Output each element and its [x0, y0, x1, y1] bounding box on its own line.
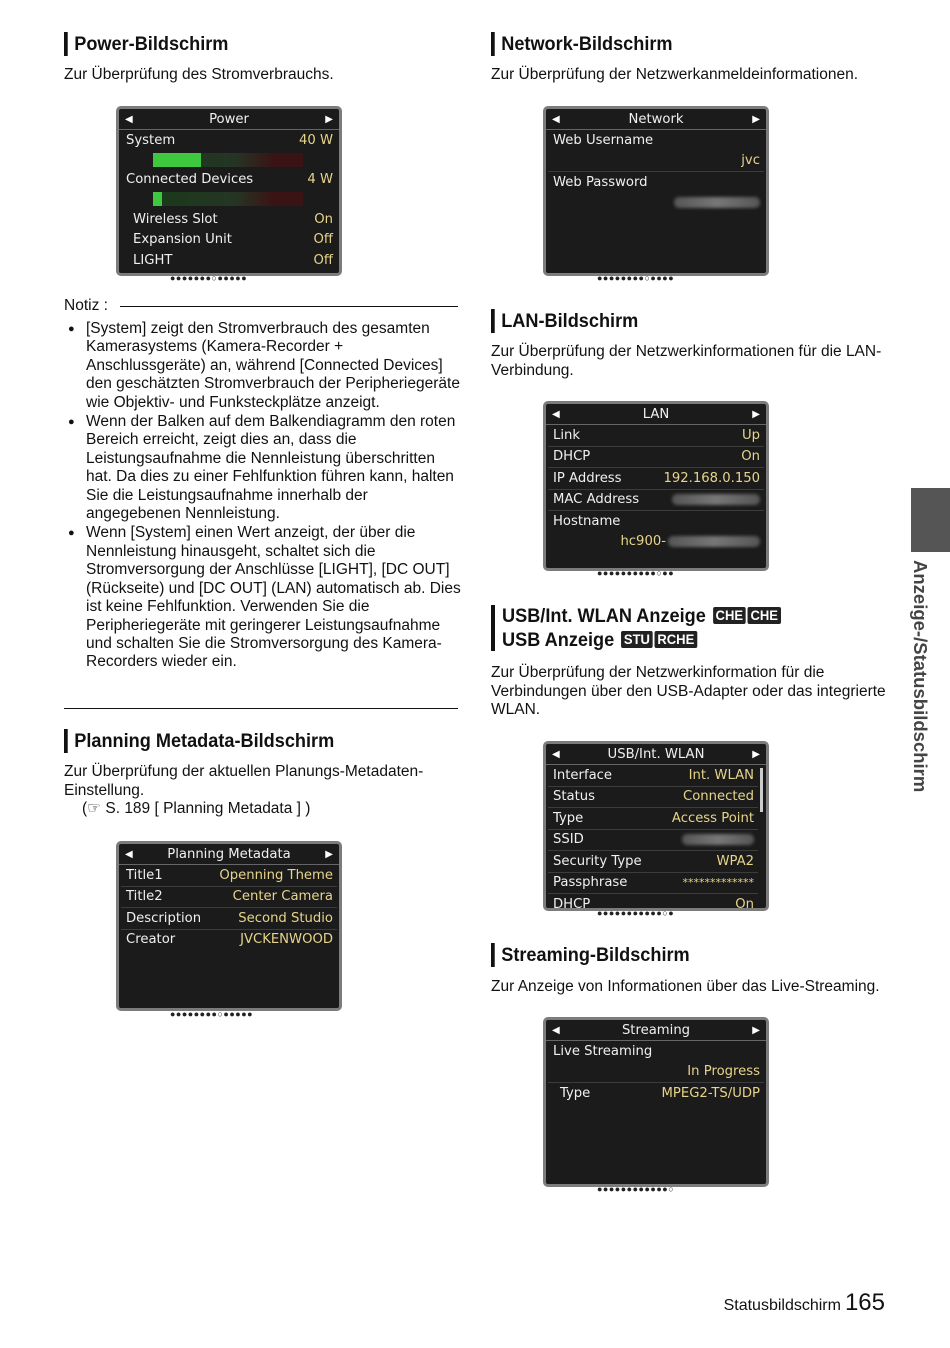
- ip-address-label: IP Address: [553, 470, 622, 486]
- usb-row-label: SSID: [553, 832, 584, 848]
- usb-row-label: DHCP: [553, 896, 591, 911]
- power-screen-title-bar: [119, 109, 339, 130]
- lan-screen-title-bar: [546, 404, 766, 425]
- light-row: [121, 250, 337, 271]
- page-footer: [724, 1289, 885, 1317]
- right-arrow-icon: ▶: [752, 748, 760, 760]
- usb-row: [548, 830, 758, 852]
- expansion-unit-value: Off: [313, 232, 333, 248]
- left-arrow-icon: ◀: [552, 1024, 560, 1036]
- stream-type-label: Type: [560, 1085, 591, 1101]
- planning-row-value: Second Studio: [238, 910, 333, 926]
- link-value: Up: [741, 427, 760, 443]
- connected-devices-row: [121, 170, 337, 191]
- system-power-bar-fill: [153, 153, 201, 167]
- usb-row: [548, 873, 758, 895]
- web-username-row: [548, 130, 764, 151]
- right-arrow-icon: ▶: [752, 408, 760, 420]
- connected-devices-value: 4 W: [307, 172, 333, 188]
- streaming-screen-title: Streaming: [621, 1022, 691, 1038]
- note-item: ● [System] zeigt den Stromverbrauch des gesamten Kamerasystems (Kamera-Recorder + Anschlussgeräte) an, während [Connected Devices] den geschätzten Stromverbrauch der Peripheriegeräte wie Objektiv- und Funksteckplätze anzeigt.: [64, 320, 462, 412]
- left-arrow-icon: ◀: [552, 113, 560, 125]
- connected-power-bar: [153, 192, 303, 206]
- planning-row: [121, 865, 337, 887]
- chapter-tab-label: [903, 560, 943, 820]
- stream-type-value: MPEG2-TS/UDP: [661, 1085, 760, 1101]
- usb-heading: [502, 628, 697, 652]
- live-streaming-value: In Progress: [687, 1064, 760, 1080]
- wireless-slot-label: Wireless Slot: [133, 211, 218, 227]
- usb-row-value: On: [735, 896, 754, 911]
- mac-address-row: [548, 490, 764, 512]
- dhcp-value: On: [741, 449, 760, 465]
- usb-row-label: Status: [553, 789, 596, 805]
- planning-heading: Planning Metadata-Bildschirm: [64, 729, 334, 753]
- model-badge: RCHE: [655, 631, 697, 648]
- usb-row: [548, 851, 758, 873]
- usb-row-value: Access Point: [671, 810, 754, 826]
- streaming-heading: Streaming-Bildschirm: [491, 943, 690, 967]
- planning-row: [121, 887, 337, 909]
- usb-row: [548, 765, 758, 787]
- light-label: LIGHT: [133, 252, 173, 268]
- system-label: System: [126, 132, 176, 148]
- left-arrow-icon: ◀: [552, 408, 560, 420]
- planning-row-value: Openning Theme: [219, 867, 333, 883]
- usb-wlan-heading: [502, 604, 781, 628]
- ip-address-value: 192.168.0.150: [663, 470, 760, 486]
- mac-address-blurred: [672, 494, 760, 505]
- note-item: ● Wenn [System] einen Wert anzeigt, der über die Nennleistung hinausgeht, schaltet sich die Stromversorgung der Anschlüsse [LIGHT], [DC OUT] (Rückseite) und [DC OUT] (LAN) automatisch ab. Dies ist keine Fehlfunktion. Verwenden Sie die Peripheriegeräte mit geringerer Leistungsaufnahme und schalten Sie die Stromversorgung des Kamera-Recorders wieder ein.: [64, 524, 462, 671]
- planning-row: [121, 908, 337, 930]
- usb-heading-text: USB Anzeige: [502, 629, 615, 651]
- usb-wlan-screen: [543, 741, 769, 911]
- lan-page-dots: ●●●●●●●●●●○●●: [597, 568, 675, 578]
- connected-power-bar-fill: [153, 192, 162, 206]
- usb-row-value: Int. WLAN: [688, 767, 754, 783]
- right-arrow-icon: ▶: [325, 848, 333, 860]
- usb-row: [548, 787, 758, 809]
- web-password-blurred: [674, 197, 760, 208]
- network-screen-title-bar: [546, 109, 766, 130]
- web-password-value-row: [548, 193, 764, 214]
- hostname-blurred: [668, 536, 760, 547]
- streaming-screen-title-bar: [546, 1020, 766, 1041]
- planning-row-label: Title2: [126, 889, 163, 905]
- web-password-label: Web Password: [553, 174, 648, 190]
- footer-section-name: Statusbildschirm: [723, 1297, 841, 1314]
- usb-row-value: WPA2: [716, 853, 754, 869]
- lan-heading: LAN-Bildschirm: [491, 309, 638, 333]
- network-screen: [543, 106, 769, 276]
- power-heading: Power-Bildschirm: [64, 32, 228, 56]
- system-row: [121, 130, 337, 151]
- streaming-page-dots: ●●●●●●●●●●●●○: [597, 1184, 675, 1194]
- planning-screen: [116, 841, 342, 1011]
- planning-screen-title: Planning Metadata: [167, 846, 291, 862]
- usb-screen-title-bar: [546, 744, 766, 765]
- web-username-value: jvc: [741, 153, 760, 169]
- right-arrow-icon: ▶: [752, 1024, 760, 1036]
- lan-description: Zur Überprüfung der Netzwerkinformationen für die LAN-Verbindung.: [491, 343, 882, 379]
- usb-row: [548, 808, 758, 830]
- wireless-slot-value: On: [314, 211, 333, 227]
- lan-screen: [543, 401, 769, 571]
- system-value: 40 W: [298, 132, 333, 148]
- page-number: 165: [844, 1289, 885, 1316]
- right-arrow-icon: ▶: [752, 113, 760, 125]
- dhcp-row: [548, 447, 764, 469]
- planning-row-label: Creator: [126, 932, 176, 948]
- note-item: ● Wenn der Balken auf dem Balkendiagramm den roten Bereich erreicht, zeigt dies an, dass die Leistungsaufnahme die Nennleistung überschritten hat. Da dies zu einer Fehlfunktion führen kann, halten Sie die Leistungsaufnahme innerhalb der angegebenen Nennleistung.: [64, 413, 462, 523]
- link-label: Link: [553, 427, 581, 443]
- hostname-label: Hostname: [553, 513, 621, 529]
- light-value: Off: [313, 252, 333, 268]
- planning-row-label: Title1: [126, 867, 163, 883]
- note-label: Notiz :: [64, 297, 108, 314]
- model-badge: CHE: [713, 607, 746, 624]
- right-arrow-icon: ▶: [325, 113, 333, 125]
- stream-type-row: [548, 1083, 764, 1104]
- network-screen-title: Network: [628, 111, 684, 127]
- scrollbar-thumb: [760, 768, 763, 812]
- network-heading: Network-Bildschirm: [491, 32, 673, 56]
- web-username-label: Web Username: [553, 132, 654, 148]
- hostname-row: [548, 511, 764, 532]
- web-password-row: [548, 172, 764, 193]
- expansion-unit-label: Expansion Unit: [133, 232, 232, 248]
- hostname-value-row: [548, 532, 764, 553]
- expansion-unit-row: [121, 230, 337, 251]
- usb-row-value: Connected: [682, 789, 754, 805]
- power-screen: [116, 106, 342, 276]
- usb-row-label: Type: [553, 810, 584, 826]
- usb-row-label: Security Type: [553, 853, 642, 869]
- usb-row-label: Passphrase: [553, 875, 628, 891]
- mac-address-label: MAC Address: [553, 492, 640, 508]
- streaming-description: Zur Anzeige von Informationen über das Live-Streaming.: [491, 978, 880, 995]
- planning-reference: (☞ S. 189 [ Planning Metadata ] ): [82, 800, 311, 817]
- note-divider: [120, 306, 458, 307]
- note-end-divider: [64, 708, 458, 709]
- wireless-slot-row: [121, 209, 337, 230]
- power-description: Zur Überprüfung des Stromverbrauchs.: [64, 66, 334, 83]
- live-streaming-label: Live Streaming: [553, 1043, 653, 1059]
- link-row: [548, 425, 764, 447]
- usb-description: Zur Überprüfung der Netzwerkinformation für die Verbindungen über den USB-Adapter oder das integrierte WLAN.: [491, 664, 886, 718]
- system-power-bar: [153, 153, 303, 167]
- model-badge: STU: [621, 631, 653, 648]
- model-badge: CHE: [748, 607, 781, 624]
- chapter-tab-text: Anzeige-/Statusbildschirm: [910, 560, 931, 793]
- live-streaming-value-row: [548, 1062, 764, 1084]
- power-screen-title: Power: [209, 111, 249, 127]
- left-arrow-icon: ◀: [125, 113, 133, 125]
- planning-row-value: JVCKENWOOD: [240, 932, 333, 948]
- usb-page-dots: ●●●●●●●●●●●○●: [597, 908, 675, 918]
- chapter-tab: [911, 488, 950, 552]
- web-username-value-row: [548, 151, 764, 173]
- usb-row-value: *************: [682, 876, 754, 890]
- planning-row-label: Description: [126, 910, 202, 926]
- lan-screen-title: LAN: [642, 406, 670, 422]
- network-description: Zur Überprüfung der Netzwerkanmeldeinformationen.: [491, 66, 859, 83]
- left-arrow-icon: ◀: [125, 848, 133, 860]
- usb-heading-bar: [491, 605, 495, 651]
- planning-page-dots: ●●●●●●●●○●●●●●: [170, 1009, 254, 1019]
- planning-screen-title-bar: [119, 844, 339, 865]
- power-page-dots: ●●●●●●●○●●●●●: [170, 273, 248, 283]
- usb-screen-title: USB/Int. WLAN: [607, 746, 705, 762]
- left-arrow-icon: ◀: [552, 748, 560, 760]
- network-page-dots: ●●●●●●●●○●●●●: [597, 273, 675, 283]
- dhcp-label: DHCP: [553, 449, 591, 465]
- note-list: [64, 320, 462, 673]
- streaming-screen: [543, 1017, 769, 1187]
- ssid-blurred: [682, 834, 754, 845]
- planning-row: [121, 930, 337, 951]
- live-streaming-row: [548, 1041, 764, 1062]
- ip-address-row: [548, 468, 764, 490]
- planning-row-value: Center Camera: [232, 889, 333, 905]
- connected-devices-label: Connected Devices: [126, 172, 254, 188]
- usb-wlan-heading-text: USB/Int. WLAN Anzeige: [502, 605, 706, 627]
- usb-row-label: Interface: [553, 767, 613, 783]
- planning-description: Zur Überprüfung der aktuellen Planungs-Metadaten-Einstellung.: [64, 763, 424, 799]
- hostname-value: hc900-: [620, 534, 666, 550]
